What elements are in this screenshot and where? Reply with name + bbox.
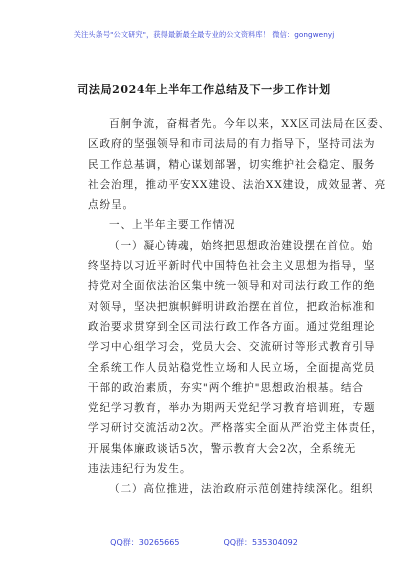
body-line: 学习中心组学习会，党员大会、交流研讨等形式教育引导 — [88, 341, 376, 354]
body-line: 社会治理，推动平安XX建设、法治XX建设，成效显著、亮 — [88, 178, 387, 191]
footer — [0, 537, 408, 548]
body-line: 对领导，坚决把旗帜鲜明讲政治摆在首位，把政治标准和 — [88, 300, 376, 313]
body-line: 干部的政治素质，夯实"两个维护"思想政治根基。结合 — [88, 381, 364, 394]
body-line: 区政府的坚强领导和市司法局的有力指导下，坚持司法为 — [88, 138, 376, 151]
body-line: 百舸争流，奋楫者先。今年以来，XX区司法局在区委、 — [109, 118, 391, 130]
body-line: 违法违纪行为发生。 — [88, 463, 192, 476]
body-line: 持党对全面依法治区集中统一领导和对司法行政工作的绝 — [88, 280, 376, 293]
body-line: （一）凝心铸魂，始终把思想政治建设摆在首位。始 — [109, 239, 374, 252]
footer-qq-group-1: QQ群：30265665 — [110, 538, 180, 547]
footer-qq-group-2: QQ群：535304092 — [223, 538, 298, 547]
body-line: 党纪学习教育，举办为期两天党纪学习教育培训班，专题 — [88, 402, 376, 415]
body-line: （二）高位推进，法治政府示范创建持续深化。组织 — [109, 483, 374, 496]
body-line: 民工作总基调，精心谋划部署，切实维护社会稳定、服务 — [88, 158, 376, 171]
body-line: 学习研讨交流活动2次。严格落实全面从严治党主体责任， — [88, 422, 383, 435]
body-line: 点纷呈。 — [88, 199, 134, 212]
body-line: 全系统工作人员站稳党性立场和人民立场，全面提高党员 — [88, 361, 376, 374]
document-body — [88, 114, 391, 500]
body-line: 政治要求贯穿到全区司法行政工作各方面。通过党组理论 — [88, 320, 376, 333]
body-line: 开展集体廉政谈话5次，警示教育大会2次，全系统无 — [88, 442, 357, 455]
body-line: 终坚持以习近平新时代中国特色社会主义思想为指导，坚 — [88, 260, 376, 273]
header-note: 关注头条号"公文研究"，获得最新最全最专业的公文资料库！ 微信：gongwenyj — [73, 30, 335, 39]
document-title: 司法局2024年上半年工作总结及下一步工作计划 — [77, 83, 331, 96]
section-heading: 一、上半年主要工作情况 — [109, 219, 236, 232]
